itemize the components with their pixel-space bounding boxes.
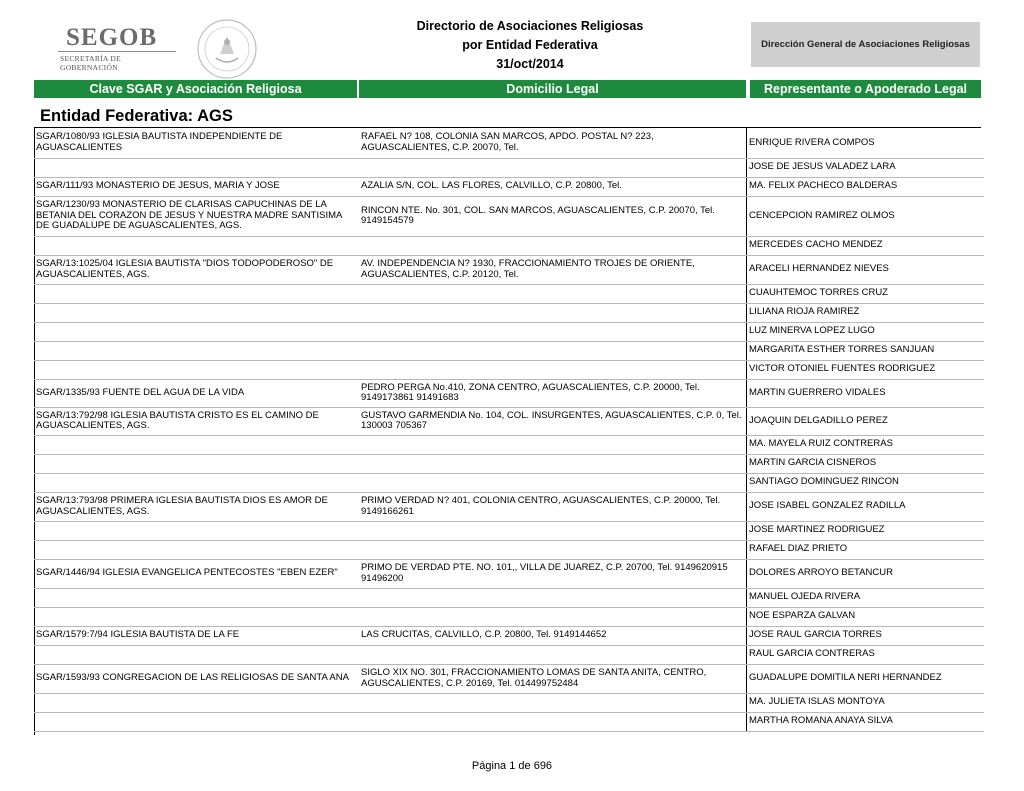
cell-domicilio (359, 284, 747, 303)
cell-representante: GUADALUPE DOMITILA NERI HERNANDEZ (747, 664, 985, 693)
table-row (34, 196, 984, 236)
cell-domicilio (359, 322, 747, 341)
table-row (34, 379, 984, 407)
cell-domicilio (359, 607, 747, 626)
cell-clave: SGAR/1230/93 MONASTERIO DE CLARISAS CAPUCHINAS DE LA BETANIA DEL CORAZON DE JESUS Y NUESTRA MADRE SANTISIMA DE GUADALUPE DE AGUASCALIENTES, AGS. (34, 196, 359, 236)
cell-domicilio: AV. INDEPENDENCIA N? 1930, FRACCIONAMIENTO TROJES DE ORIENTE, AGUASCALIENTES, C.P. 20120, Tel. (359, 255, 747, 284)
department-label: Dirección General de Asociaciones Religiosas (751, 22, 980, 67)
column-header-clave: Clave SGAR y Asociación Religiosa (34, 80, 357, 98)
cell-representante: JOSE MARTINEZ RODRIGUEZ (747, 521, 985, 540)
table-row (34, 693, 984, 712)
cell-clave: SGAR/13:1025/04 IGLESIA BAUTISTA "DIOS TODOPODEROSO" DE AGUASCALIENTES, AGS. (34, 255, 359, 284)
cell-representante: MA. FELIX PACHECO BALDERAS (747, 177, 985, 196)
logo-subtitle: SECRETARÍA DE GOBERNACIÓN (60, 54, 122, 72)
cell-clave (34, 693, 359, 712)
table-row (34, 540, 984, 559)
cell-representante: LILIANA RIOJA RAMIREZ (747, 303, 985, 322)
cell-representante: JOSE ISABEL GONZALEZ RADILLA (747, 492, 985, 521)
associations-table-body (34, 128, 984, 731)
cell-domicilio (359, 588, 747, 607)
cell-domicilio: PRIMO VERDAD N? 401, COLONIA CENTRO, AGUASCALIENTES, C.P. 20000, Tel. 9149166261 (359, 492, 747, 521)
cell-domicilio (359, 454, 747, 473)
table-row (34, 626, 984, 645)
national-seal-icon (196, 18, 258, 80)
cell-domicilio: GUSTAVO GARMENDIA No. 104, COL. INSURGENTES, AGUASCALIENTES, C.P. 0, Tel. 130003 705367 (359, 407, 747, 435)
cell-clave: SGAR/1335/93 FUENTE DEL AGUA DE LA VIDA (34, 379, 359, 407)
table-row (34, 521, 984, 540)
table-row (34, 712, 984, 731)
cell-representante: NOE ESPARZA GALVAN (747, 607, 985, 626)
cell-clave: SGAR/1593/93 CONGREGACION DE LAS RELIGIOSAS DE SANTA ANA (34, 664, 359, 693)
cell-representante: SANTIAGO DOMINGUEZ RINCON (747, 473, 985, 492)
cell-representante: CUAUHTEMOC TORRES CRUZ (747, 284, 985, 303)
logo-wordmark: SEGOB (66, 24, 158, 51)
cell-clave (34, 284, 359, 303)
cell-clave: SGAR/111/93 MONASTERIO DE JESUS, MARIA Y JOSE (34, 177, 359, 196)
cell-representante: LUZ MINERVA LOPEZ LUGO (747, 322, 985, 341)
table-row (34, 559, 984, 588)
cell-clave: SGAR/1579:7/94 IGLESIA BAUTISTA DE LA FE (34, 626, 359, 645)
cell-representante: MA. JULIETA ISLAS MONTOYA (747, 693, 985, 712)
cell-clave (34, 521, 359, 540)
cell-representante: MARGARITA ESTHER TORRES SANJUAN (747, 341, 985, 360)
document-title (385, 17, 675, 74)
cell-representante: MARTHA ROMANA ANAYA SILVA (747, 712, 985, 731)
cell-domicilio: SIGLO XIX NO. 301, FRACCIONAMIENTO LOMAS DE SANTA ANITA, CENTRO, AGUSCALIENTES, C.P. 20169, Tel. 014499752484 (359, 664, 747, 693)
cell-clave (34, 435, 359, 454)
table-row (34, 607, 984, 626)
cell-representante: RAFAEL DIAZ PRIETO (747, 540, 985, 559)
table-row (34, 454, 984, 473)
cell-representante: MARTIN GUERRERO VIDALES (747, 379, 985, 407)
cell-domicilio (359, 435, 747, 454)
cell-representante: DOLORES ARROYO BETANCUR (747, 559, 985, 588)
cell-clave (34, 454, 359, 473)
title-line-2: por Entidad Federativa (462, 38, 598, 52)
cell-domicilio: PEDRO PERGA No.410, ZONA CENTRO, AGUASCALIENTES, C.P. 20000, Tel. 9149173861 91491683 (359, 379, 747, 407)
table-row (34, 158, 984, 177)
table-row (34, 645, 984, 664)
cell-clave (34, 712, 359, 731)
cell-domicilio: RAFAEL N? 108, COLONIA SAN MARCOS, APDO. POSTAL N? 223, AGUASCALIENTES, C.P. 20070, Tel. (359, 128, 747, 158)
cell-clave (34, 607, 359, 626)
cell-clave (34, 236, 359, 255)
cell-domicilio (359, 236, 747, 255)
cell-clave: SGAR/1080/93 IGLESIA BAUTISTA INDEPENDIENTE DE AGUASCALIENTES (34, 128, 359, 158)
cell-domicilio: RINCON NTE. No. 301, COL. SAN MARCOS, AGUASCALIENTES, C.P. 20070, Tel. 9149154579 (359, 196, 747, 236)
cell-representante: ARACELI HERNANDEZ NIEVES (747, 255, 985, 284)
cell-clave (34, 540, 359, 559)
cell-domicilio: LAS CRUCITAS, CALVILLO, C.P. 20800, Tel. 9149144652 (359, 626, 747, 645)
table-row (34, 322, 984, 341)
cell-domicilio (359, 360, 747, 379)
cell-domicilio: PRIMO DE VERDAD PTE. NO. 101,, VILLA DE JUAREZ, C.P. 20700, Tel. 9149620915 91496200 (359, 559, 747, 588)
cell-domicilio (359, 303, 747, 322)
table-row (34, 177, 984, 196)
cell-representante: ENRIQUE RIVERA COMPOS (747, 128, 985, 158)
cell-representante: JOSE DE JESUS VALADEZ LARA (747, 158, 985, 177)
table-row (34, 236, 984, 255)
segob-logo (58, 24, 178, 72)
table-row (34, 435, 984, 454)
cell-domicilio (359, 521, 747, 540)
cell-representante: MERCEDES CACHO MENDEZ (747, 236, 985, 255)
cell-representante: CENCEPCION RAMIREZ OLMOS (747, 196, 985, 236)
entidad-heading: Entidad Federativa: AGS (40, 107, 233, 125)
table-row (34, 303, 984, 322)
cell-domicilio (359, 158, 747, 177)
table-row (34, 664, 984, 693)
associations-table (34, 128, 984, 732)
table-row (34, 407, 984, 435)
cell-representante: VICTOR OTONIEL FUENTES RODRIGUEZ (747, 360, 985, 379)
column-header-domicilio: Domicilio Legal (359, 80, 746, 98)
table-row (34, 588, 984, 607)
cell-domicilio (359, 341, 747, 360)
table-row (34, 341, 984, 360)
cell-representante: MARTIN GARCIA CISNEROS (747, 454, 985, 473)
cell-domicilio (359, 540, 747, 559)
cell-clave (34, 588, 359, 607)
cell-clave (34, 341, 359, 360)
cell-domicilio (359, 712, 747, 731)
cell-domicilio (359, 645, 747, 664)
table-row (34, 492, 984, 521)
table-row (34, 128, 984, 158)
logo-divider (58, 51, 176, 52)
cell-clave: SGAR/13:792/98 IGLESIA BAUTISTA CRISTO ES EL CAMINO DE AGUASCALIENTES, AGS. (34, 407, 359, 435)
table-row (34, 284, 984, 303)
cell-clave: SGAR/13:793/98 PRIMERA IGLESIA BAUTISTA DIOS ES AMOR DE AGUASCALIENTES, AGS. (34, 492, 359, 521)
cell-domicilio: AZALIA S/N, COL. LAS FLORES, CALVILLO, C.P. 20800, Tel. (359, 177, 747, 196)
cell-clave (34, 322, 359, 341)
cell-clave (34, 303, 359, 322)
cell-clave: SGAR/1446/94 IGLESIA EVANGELICA PENTECOSTES "EBEN EZER" (34, 559, 359, 588)
column-header-representante: Representante o Apoderado Legal (750, 80, 981, 98)
title-date: 31/oct/2014 (496, 57, 564, 71)
cell-representante: MA. MAYELA RUIZ CONTRERAS (747, 435, 985, 454)
table-row (34, 255, 984, 284)
cell-clave (34, 645, 359, 664)
title-line-1: Directorio de Asociaciones Religiosas (416, 19, 644, 33)
table-row (34, 473, 984, 492)
cell-representante: RAUL GARCIA CONTRERAS (747, 645, 985, 664)
cell-clave (34, 158, 359, 177)
cell-representante: JOAQUIN DELGADILLO PEREZ (747, 407, 985, 435)
cell-clave (34, 360, 359, 379)
table-row (34, 360, 984, 379)
cell-representante: JOSE RAUL GARCIA TORRES (747, 626, 985, 645)
cell-representante: MANUEL OJEDA RIVERA (747, 588, 985, 607)
cell-domicilio (359, 473, 747, 492)
cell-clave (34, 473, 359, 492)
page-number: Página 1 de 696 (471, 760, 553, 772)
cell-domicilio (359, 693, 747, 712)
